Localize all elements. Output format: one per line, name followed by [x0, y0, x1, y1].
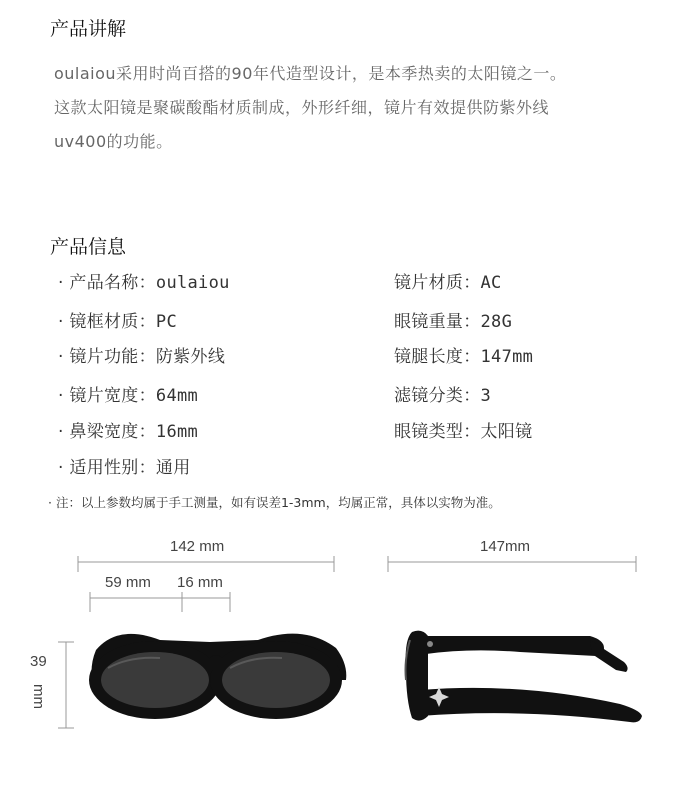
intro-line-3: uv400的功能。	[54, 132, 173, 151]
height-unit-label: mm	[30, 684, 47, 709]
glasses-diagram	[0, 540, 684, 780]
intro-line-2: 这款太阳镜是聚碳酸酯材质制成，外形纤细，镜片有效提供防紫外线	[54, 98, 550, 117]
height-value-label: 39	[30, 653, 47, 670]
spec-temple-length: 镜腿长度：147mm	[394, 347, 534, 367]
lens-bridge-bracket	[90, 592, 230, 612]
spec-lens-function: · 镜片功能：防紫外线	[58, 347, 226, 367]
spec-weight: 眼镜重量：28G	[394, 312, 513, 332]
measurement-note: · 注：以上参数均属于手工测量，如有误差1-3mm，均属正常，具体以实物为准。	[48, 495, 501, 510]
bridge-width-label: 16 mm	[177, 574, 223, 591]
spec-lens-width: · 镜片宽度：64mm	[58, 386, 199, 406]
spec-gender: · 适用性别：通用	[58, 458, 191, 478]
spec-filter-category: 滤镜分类：3	[394, 386, 492, 406]
temple-length-label: 147mm	[480, 538, 531, 555]
intro-line-1: oulaiou采用时尚百搭的90年代造型设计，是本季热卖的太阳镜之一。	[54, 64, 567, 83]
total-width-label: 142 mm	[170, 538, 225, 555]
intro-heading: 产品讲解	[50, 18, 127, 40]
total-width-bracket	[78, 556, 334, 572]
spec-frame-material: · 镜框材质：PC	[58, 312, 177, 332]
lens-width-label: 59 mm	[105, 574, 151, 591]
temple-length-bracket	[388, 556, 636, 572]
spec-glasses-type: 眼镜类型：太阳镜	[394, 422, 533, 442]
info-heading: 产品信息	[50, 236, 127, 258]
height-bracket	[58, 642, 74, 728]
spec-product-name: · 产品名称：oulaiou	[58, 273, 230, 293]
glasses-side-view	[406, 631, 643, 723]
glasses-front-view	[89, 634, 346, 719]
spec-lens-material: 镜片材质：AC	[394, 273, 502, 293]
spec-bridge-width: · 鼻梁宽度：16mm	[58, 422, 199, 442]
